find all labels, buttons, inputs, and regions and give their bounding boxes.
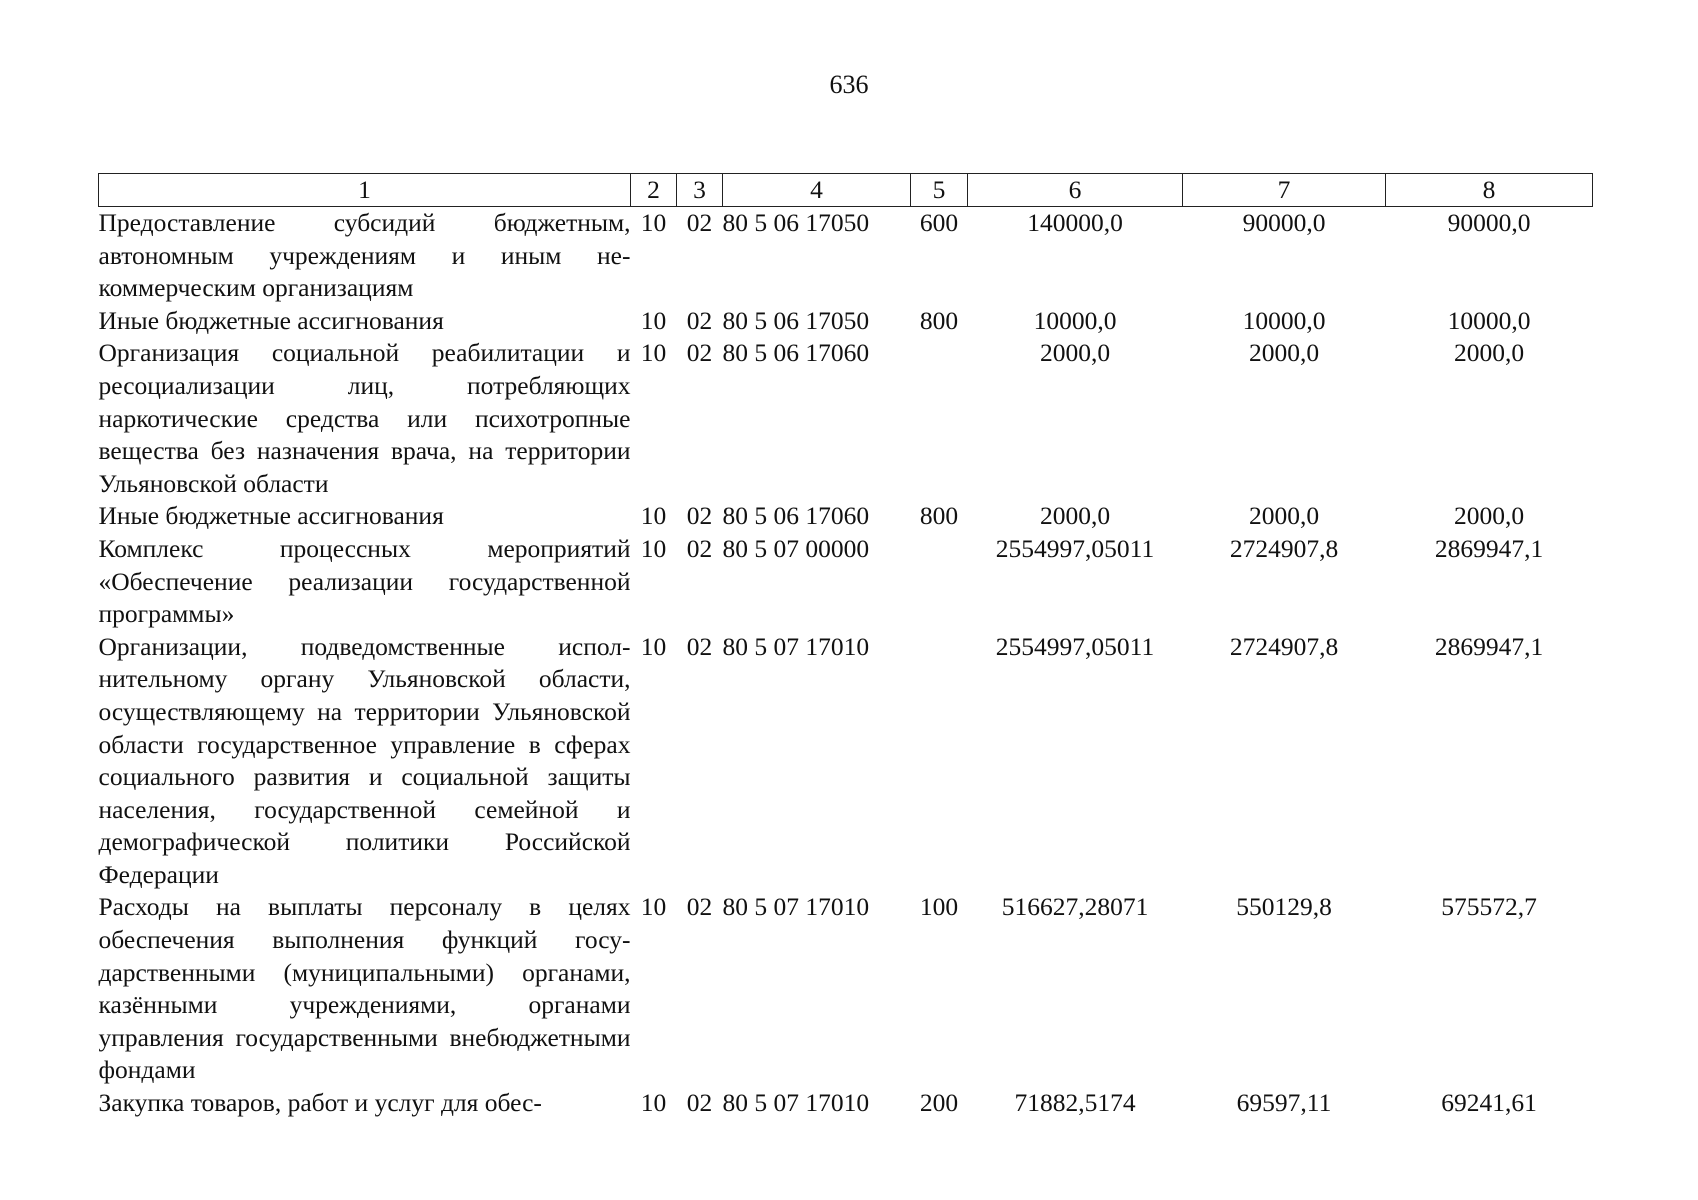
expense-name: Предоставление субсидий бюджетным, автономным учреждениям и иным некоммерческим организациям [98, 208, 631, 303]
amount-col-8: 2000,0 [1453, 338, 1525, 368]
expense-type-code [911, 533, 968, 631]
amount-col-8: 2000,0 [1453, 501, 1525, 531]
amount-col-6: 10000,0 [1033, 305, 1117, 335]
column-header: 1 [99, 174, 631, 207]
column-header: 4 [723, 174, 911, 207]
expense-name: Иные бюджетные ассигнования [98, 305, 444, 335]
column-header: 2 [631, 174, 677, 207]
expense-name: Иные бюджетные ассигнования [98, 501, 444, 531]
column-header: 7 [1183, 174, 1386, 207]
expense-name: Закупка товаров, работ и услуг для обес- [98, 1088, 542, 1118]
column-header: 8 [1386, 174, 1593, 207]
expense-name: Организации, подведомственные исполнительному органу Ульяновской области, осуществляющему на территории Ульяновской области государственное управление в сферах социального развития и социальной защиты населения, государственной семейной и демографической политики Российской Федерации [98, 631, 631, 889]
target-article-code: 80 5 07 17010 [722, 892, 870, 922]
column-number-header [99, 174, 1593, 207]
target-article-code: 80 5 07 00000 [722, 533, 870, 563]
subsection-code: 02 [686, 305, 713, 335]
target-article-code: 80 5 06 17050 [722, 208, 870, 237]
amount-col-6: 140000,0 [1027, 208, 1123, 237]
amount-col-7: 2724907,8 [1229, 631, 1339, 661]
expense-name: Комплекс процессных мероприятий «Обеспечение реализации государственной программы» [98, 533, 631, 629]
subsection-code: 02 [686, 338, 713, 368]
table-row [99, 207, 1593, 305]
page-number: 636 [829, 70, 869, 99]
amount-col-6: 2000,0 [1039, 501, 1111, 531]
subsection-code: 02 [686, 501, 713, 531]
section-code: 10 [640, 338, 667, 368]
expense-type-code: 200 [919, 1088, 959, 1118]
table-row [99, 337, 1593, 500]
subsection-code: 02 [686, 631, 713, 661]
subsection-code: 02 [686, 208, 713, 237]
amount-col-7: 2000,0 [1248, 338, 1320, 368]
table-row [99, 631, 1593, 892]
column-header: 3 [677, 174, 723, 207]
table-row [99, 1087, 1593, 1120]
target-article-code: 80 5 06 17060 [722, 501, 870, 531]
expense-type-code [911, 631, 968, 892]
expense-name: Организация социальной реабилитации и ресоциализации лиц, потребляющих наркотические средства или психотропные вещества без назначения врача, на территории Ульяновской области [98, 338, 631, 498]
amount-col-6: 71882,5174 [1014, 1088, 1136, 1118]
table-row [99, 500, 1593, 533]
section-code: 10 [640, 208, 667, 237]
amount-col-6: 2554997,05011 [995, 533, 1155, 563]
table-row [99, 533, 1593, 631]
target-article-code: 80 5 07 17010 [722, 1088, 870, 1118]
section-code: 10 [640, 1088, 667, 1118]
target-article-code: 80 5 07 17010 [722, 631, 870, 661]
amount-col-6: 2554997,05011 [995, 631, 1155, 661]
expense-type-code: 600 [919, 208, 959, 237]
amount-col-6: 2000,0 [1039, 338, 1111, 368]
expense-type-code: 100 [919, 892, 959, 922]
amount-col-7: 69597,11 [1236, 1088, 1332, 1118]
amount-col-7: 2000,0 [1248, 501, 1320, 531]
expense-type-code [911, 337, 968, 500]
amount-col-8: 2869947,1 [1434, 533, 1544, 563]
amount-col-7: 90000,0 [1242, 208, 1326, 237]
expense-type-code: 800 [919, 305, 959, 335]
amount-col-7: 550129,8 [1236, 892, 1332, 922]
amount-col-6: 516627,28071 [1001, 892, 1149, 922]
amount-col-7: 10000,0 [1242, 305, 1326, 335]
expense-name: Расходы на выплаты персоналу в целях обеспечения выполнения функций государственными (муниципальными) органами, казёнными учреждениями, органами управления государственными внебюджетными фондами [98, 892, 631, 1085]
column-header: 6 [968, 174, 1183, 207]
column-header: 5 [911, 174, 968, 207]
budget-table [98, 173, 1593, 1120]
section-code: 10 [640, 892, 667, 922]
target-article-code: 80 5 06 17050 [722, 305, 870, 335]
subsection-code: 02 [686, 1088, 713, 1118]
section-code: 10 [640, 305, 667, 335]
table-row [99, 305, 1593, 338]
section-code: 10 [640, 501, 667, 531]
amount-col-8: 575572,7 [1441, 892, 1537, 922]
amount-col-8: 90000,0 [1447, 208, 1531, 237]
target-article-code: 80 5 06 17060 [722, 338, 870, 368]
table-row [99, 891, 1593, 1087]
amount-col-8: 2869947,1 [1434, 631, 1544, 661]
section-code: 10 [640, 533, 667, 563]
amount-col-7: 2724907,8 [1229, 533, 1339, 563]
subsection-code: 02 [686, 892, 713, 922]
amount-col-8: 10000,0 [1447, 305, 1531, 335]
subsection-code: 02 [686, 533, 713, 563]
expense-type-code: 800 [919, 501, 959, 531]
amount-col-8: 69241,61 [1441, 1088, 1537, 1118]
section-code: 10 [640, 631, 667, 661]
